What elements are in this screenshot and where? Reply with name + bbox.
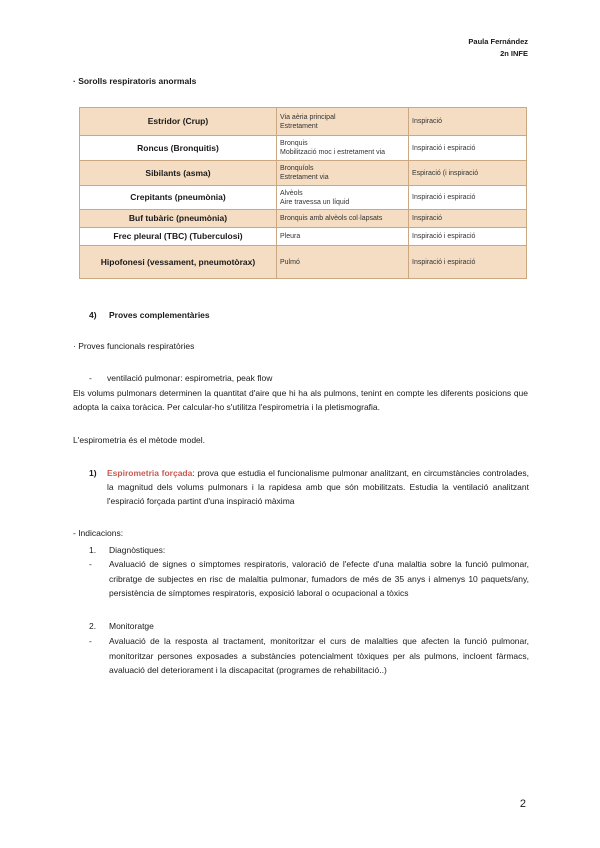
item-body — [107, 466, 529, 508]
sound-phase: Inspiració i espiració — [409, 136, 527, 161]
table-row — [80, 210, 527, 228]
table-row — [80, 136, 527, 161]
item-text: : prova que estudia el funcionalisme pulmonar analitzant, en circumstàncies controlades, la magnitud dels volums pulmonars i la rapidesa amb que són mobilitzats. Estudia la ventilació analitzant l'espiració forçada partint d'una inspiració màxima — [107, 468, 529, 506]
sound-phase: Espiració (i inspiració — [409, 161, 527, 186]
list-item — [89, 634, 529, 678]
sound-phase: Inspiració i espiració — [409, 246, 527, 279]
list-text: Diagnòstiques: — [109, 545, 166, 555]
sound-location: Bronquis Mobilització moc i estretament via — [277, 136, 409, 161]
numbered-item-forced-spirometry — [89, 466, 529, 508]
sound-location: Alvèols Aire travessa un líquid — [277, 186, 409, 210]
sound-location: Pulmó — [277, 246, 409, 279]
table-row — [80, 161, 527, 186]
sound-location: Pleura — [277, 228, 409, 246]
list-marker: 2. — [89, 621, 97, 631]
list-marker: - — [89, 559, 92, 569]
list-marker: 1. — [89, 545, 97, 555]
sound-name: Hipofonesi (vessament, pneumotòrax) — [80, 246, 277, 279]
sound-location: Via aèria principal Estretament — [277, 108, 409, 136]
list-marker: - — [89, 636, 92, 646]
sound-name: Sibilants (asma) — [80, 161, 277, 186]
item-number: 1) — [89, 468, 97, 478]
sound-phase: Inspiració — [409, 210, 527, 228]
sound-phase: Inspiració i espiració — [409, 228, 527, 246]
indications-title: - Indicacions: — [73, 528, 124, 538]
sound-name: Crepitants (pneumònia) — [80, 186, 277, 210]
section-heading-complementary-tests — [89, 310, 210, 320]
subtitle-functional-tests: · Proves funcionals respiratòries — [73, 341, 195, 351]
list-text: Monitoratge — [109, 621, 154, 631]
author-name: Paula Fernández — [468, 37, 528, 46]
list-item — [89, 557, 529, 601]
respiratory-sounds-table — [79, 107, 527, 279]
sound-location: Bronquis amb alvèols col·lapsats — [277, 210, 409, 228]
table-row — [80, 246, 527, 279]
list-item — [89, 619, 529, 634]
sound-location: Bronquíols Estretament via — [277, 161, 409, 186]
list-item — [89, 543, 529, 558]
table-row — [80, 186, 527, 210]
sound-name: Roncus (Bronquitis) — [80, 136, 277, 161]
section-heading-text: Proves complementàries — [109, 310, 210, 320]
bullet-ventilation — [89, 373, 272, 383]
page-number: 2 — [519, 798, 526, 810]
paragraph-spirometry-model: L'espirometria és el mètode model. — [73, 435, 206, 445]
highlighted-term: Espirometria forçada — [107, 468, 193, 478]
list-text: Avaluació de signes o símptomes respiratoris, valoració de l'efecte d'una malaltia sobre la funció pulmonar, cribratge de subjectes en risc de malaltia pulmonar, fumadors de més de 35 anys i almenys 10 paquets/any, persistència de símptomes respiratoris, exposició laboral o ocupacional a tòxics — [109, 559, 529, 598]
bullet-text: ventilació pulmonar: espirometria, peak flow — [107, 373, 273, 383]
table-row — [80, 228, 527, 246]
sound-name: Frec pleural (TBC) (Tuberculosi) — [80, 228, 277, 246]
table-row — [80, 108, 527, 136]
paragraph-lung-volumes: Els volums pulmonars determinen la quantitat d'aire que hi ha als pulmons, tenint en compte les diferents posicions que adopta la caixa toràcica. Per calcular-ho s'utilitza l'espirometria i la pletismografia. — [73, 388, 528, 412]
list-text: Avaluació de la resposta al tractament, monitoritzar el curs de malalties que afecten la funció pulmonar, monitoritzar persones exposades a substàncies potencialment tòxiques per als pulmons, incloent fàrmacs, avaluació del deteriorament i la discapacitat (programes de rehabilitació..) — [109, 636, 529, 675]
sound-phase: Inspiració — [409, 108, 527, 136]
section-title: · Sorolls respiratoris anormals — [73, 76, 197, 86]
page-header — [468, 36, 528, 60]
section-number: 4) — [89, 310, 97, 320]
sound-phase: Inspiració i espiració — [409, 186, 527, 210]
bullet-dash: - — [89, 373, 92, 383]
sound-name: Estridor (Crup) — [80, 108, 277, 136]
sound-name: Buf tubàric (pneumònia) — [80, 210, 277, 228]
course-label: 2n INFE — [500, 49, 528, 58]
